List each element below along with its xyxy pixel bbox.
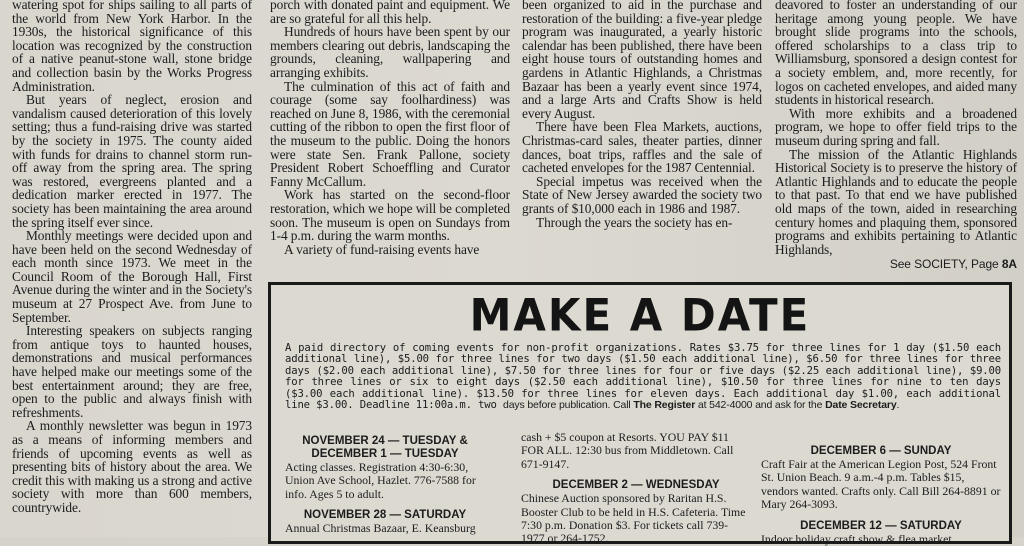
listing-body: Annual Christmas Bazaar, E. Keansburg	[285, 521, 476, 536]
listing-date-heading: DECEMBER 2 — WEDNESDAY	[552, 479, 720, 492]
continuation-text: See SOCIETY, Page	[889, 257, 1002, 272]
article-column-4	[775, 0, 1017, 278]
article-paragraph: Through the years the society has en-	[536, 214, 733, 230]
directory-rates: A paid directory of coming events for non-profit organizations. Rates $3.75 for three lines for 1 day ($1.50 each additional line), $5.00 for three lines for two days ($1.50 each additional line), $6.50 for three lines for three days ($2.00 each additional line), $7.50 for three lines for four or five days ($2.25 each additional line), $9.00 for three lines or six to eight days ($2.50 each additional line), $10.50 for three lines for nine to ten days ($3.00 each additional line). $13.50 for three lines for eleven days. Each additional day $1.00, each additional line $3.00. Deadline 11:00a.m. two	[285, 342, 1001, 412]
listing-date-heading: NOVEMBER 24 — TUESDAY & DECEMBER 1 — TUESDAY	[302, 435, 468, 460]
listing-body: cash + $5 coupon at Resorts. YOU PAY $11 FOR ALL. 12:30 bus from Middletown. Call 671-9147.	[521, 430, 734, 471]
article-paragraph: Monthly meetings were decided upon and have been held on the second Wednesday of each month since 1973. We meet in the Council Room of the Borough Hall, First Avenue during the winter and in the Society's museum at 27 Prospect Ave. from June to September.	[12, 228, 252, 325]
article-column-3	[522, 0, 762, 278]
article-paragraph: watering spot for ships sailing to all parts of the world from New York Harbor. In the 1930s, the historical significance of this location was recognized by the construction of a native peanut-stone wall, stone bridge and collection basin by the Works Progress Administration.	[12, 0, 252, 94]
listing-body: Chinese Auction sponsored by Raritan H.S. Booster Club to be held in H.S. Cafeteria. Time 7:30 p.m. Donation $3. For tickets call 739-1977 or 264-1752.	[521, 491, 746, 546]
listing-body: Acting classes. Registration 4:30-6:30, Union Ave School, Hazlet. 776-7588 for info. Ages 5 to adult.	[285, 460, 476, 501]
article-column-2	[270, 0, 510, 278]
article-paragraph: But years of neglect, erosion and vandalism caused deterioration of this lovely setting; thus a fund-raising drive was started by the society in 1975. The county aided with funds for drains to channel storm run-off away from the spring area. The spring was restored, evergreens planted and a dedication marker erected in 1977. The society has been maintaining the area around the spring itself ever since.	[12, 92, 252, 230]
deadline-secretary: Date Secretary	[825, 399, 897, 412]
article-paragraph: Special impetus was received when the State of New Jersey awarded the society two grants of $10,000 each in 1986 and 1987.	[522, 173, 762, 216]
article-paragraph: Hundreds of hours have been spent by our members clearing out debris, landscaping the grounds, cleaning, wallpapering and arranging exhibits.	[270, 24, 510, 80]
deadline-end: .	[896, 399, 900, 412]
deadline-mid: at 542-4000 and ask for the	[695, 399, 826, 412]
article-paragraph: A variety of fund-raising events have	[284, 241, 480, 257]
listing-date-heading: NOVEMBER 28 — SATURDAY	[303, 509, 467, 522]
deadline-prefix: days before publication. Call	[503, 399, 634, 412]
listing-body: Indoor holiday craft show & flea market	[761, 531, 952, 546]
make-a-date-box	[268, 282, 1012, 544]
continuation-page: 8A	[1001, 257, 1017, 272]
directory-deadline	[503, 399, 899, 411]
make-a-date-title: MAKE A DATE	[469, 289, 811, 342]
article-paragraph: The culmination of this act of faith and courage (some say foolhardiness) was reached on June 8, 1986, with the ceremonial cutting of the ribbon to open the first floor of the museum to the public. Doing the honors were state Sen. Frank Pallone, society President Robert Schoeffling and Curator Fanny McCallum.	[270, 78, 510, 189]
listing-date-heading: DECEMBER 6 — SUNDAY	[810, 445, 952, 457]
article-paragraph: Interesting speakers on subjects ranging from antique toys to haunted houses, demonstrations and musical performances have helped make our meetings some of the best entertainment around; they are free, open to the public and always finish with refreshments.	[12, 323, 252, 420]
listing-column-3	[761, 445, 1001, 546]
article-paragraph: deavored to foster an understanding of our heritage among young people. We have brought slide programs into the schools, offered scholarships to a class trip to Williamsburg, sponsored a design contest for a society emblem, and, more recently, for logos on cacheted envelopes, and aided many students in historical research.	[775, 0, 1017, 108]
article-paragraph: With more exhibits and a broadened program, we hope to offer field trips to the museum during spring and fall.	[775, 105, 1017, 148]
directory-description	[285, 343, 1001, 411]
listing-column-1	[285, 435, 485, 536]
continuation-reference	[775, 258, 1017, 272]
listing-column-2	[521, 431, 751, 546]
article-paragraph: been organized to aid in the purchase and restoration of the building: a five-year pledge program was inaugurated, a yearly historic calendar has been published, there have been eight house tours of outstanding homes and gardens in Atlantic Highlands, a Christmas Bazaar has been a yearly event since 1974, and a large Arts and Crafts Show is held every August.	[522, 0, 762, 121]
article-column-1	[12, 0, 252, 538]
listing-date-heading: DECEMBER 12 — SATURDAY	[800, 519, 962, 532]
article-paragraph: Work has started on the second-floor restoration, which we hope will be completed soon. The museum is open on Sundays from 1-4 p.m. during the warm months.	[270, 187, 510, 244]
listing-body: Craft Fair at the American Legion Post, 524 Front St. Union Beach. 9 a.m.-4 p.m. Tables $15, vendors wanted. Crafts only. Call Bill 264-8891 or Mary 264-3093.	[761, 457, 1001, 512]
article-paragraph: A monthly newsletter was begun in 1973 as a means of informing members and friends of upcoming events as well as presenting bits of history about the area. We credit this with making us a strong and active society with more than 600 members, countrywide.	[12, 418, 252, 515]
deadline-paper-name: The Register	[633, 399, 696, 412]
article-paragraph: porch with donated paint and equipment. We are so grateful for all this help.	[270, 0, 510, 26]
article-paragraph: There have been Flea Markets, auctions, Christmas-card sales, theater parties, dinner dances, boat trips, raffles and the sale of cacheted envelopes for the 1987 Centennial.	[522, 119, 762, 176]
article-paragraph: The mission of the Atlantic Highlands Historical Society is to preserve the history of Atlantic Highlands and to educate the people to that past. To that end we have published old maps of the town, aided in researching century homes and plaquing them, sponsored programs and exhibits pertaining to Atlantic Highlands,	[775, 146, 1017, 257]
